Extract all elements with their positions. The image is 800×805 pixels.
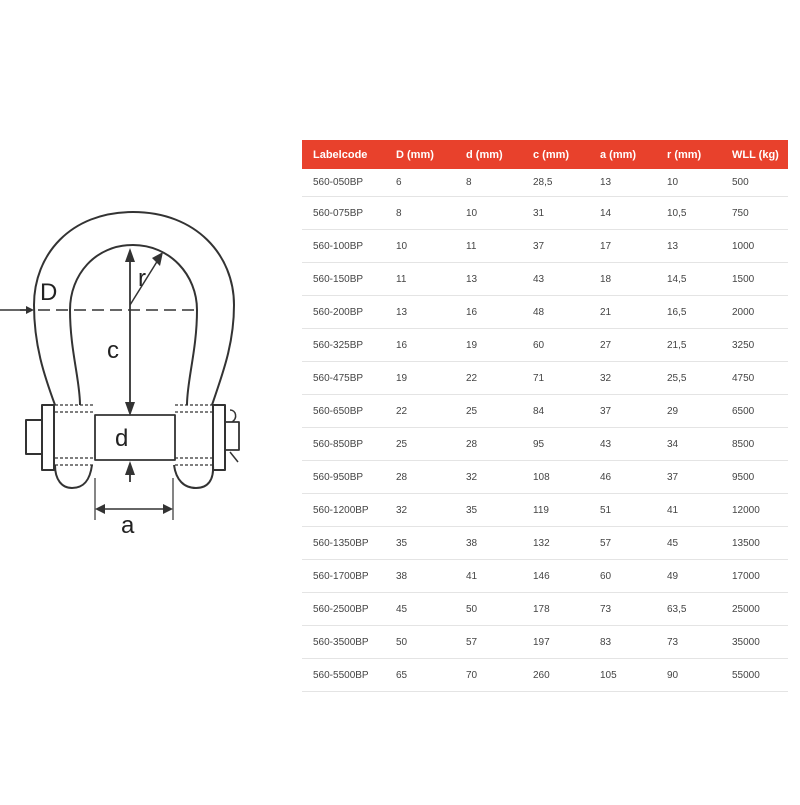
spec-table-header xyxy=(302,140,788,169)
cell-c: 84 xyxy=(522,395,589,428)
label-r: r xyxy=(138,265,146,292)
cell-c: 260 xyxy=(522,659,589,692)
table-row xyxy=(302,461,788,494)
cell-r: 16,5 xyxy=(656,296,721,329)
shackle-lug-left xyxy=(55,465,92,488)
cell-D: 35 xyxy=(385,527,455,560)
cell-D: 28 xyxy=(385,461,455,494)
dimension-c-arrowhead-bottom xyxy=(125,402,135,416)
cell-d: 38 xyxy=(455,527,522,560)
cell-labelcode: 560-950BP xyxy=(302,461,385,494)
cell-D: 25 xyxy=(385,428,455,461)
cell-wll: 55000 xyxy=(721,659,788,692)
dimension-r-arrowhead xyxy=(152,252,163,266)
cell-wll: 8500 xyxy=(721,428,788,461)
cell-d: 70 xyxy=(455,659,522,692)
cell-labelcode: 560-1350BP xyxy=(302,527,385,560)
cell-a: 43 xyxy=(589,428,656,461)
table-row xyxy=(302,593,788,626)
table-row xyxy=(302,263,788,296)
header-labelcode: Labelcode xyxy=(302,140,385,169)
table-row xyxy=(302,329,788,362)
cell-wll: 2000 xyxy=(721,296,788,329)
cell-c: 71 xyxy=(522,362,589,395)
cell-D: 22 xyxy=(385,395,455,428)
cell-labelcode: 560-2500BP xyxy=(302,593,385,626)
cell-D: 50 xyxy=(385,626,455,659)
cell-a: 57 xyxy=(589,527,656,560)
cell-labelcode: 560-325BP xyxy=(302,329,385,362)
cell-c: 48 xyxy=(522,296,589,329)
header-wll: WLL (kg) xyxy=(721,140,788,169)
cell-c: 28,5 xyxy=(522,169,589,197)
cell-wll: 750 xyxy=(721,197,788,230)
cell-a: 73 xyxy=(589,593,656,626)
label-c: c xyxy=(107,337,119,364)
cell-d: 22 xyxy=(455,362,522,395)
cell-a: 32 xyxy=(589,362,656,395)
cell-wll: 13500 xyxy=(721,527,788,560)
cell-d: 16 xyxy=(455,296,522,329)
cell-wll: 500 xyxy=(721,169,788,197)
table-row xyxy=(302,659,788,692)
cell-r: 10,5 xyxy=(656,197,721,230)
dimension-c-arrowhead-top xyxy=(125,248,135,262)
cell-D: 38 xyxy=(385,560,455,593)
cell-labelcode: 560-100BP xyxy=(302,230,385,263)
pin-nut-head xyxy=(42,405,54,470)
cell-r: 49 xyxy=(656,560,721,593)
cell-a: 60 xyxy=(589,560,656,593)
header-d: d (mm) xyxy=(455,140,522,169)
table-row xyxy=(302,230,788,263)
cell-r: 41 xyxy=(656,494,721,527)
cell-labelcode: 560-075BP xyxy=(302,197,385,230)
cell-r: 34 xyxy=(656,428,721,461)
cell-wll: 25000 xyxy=(721,593,788,626)
cell-wll: 1500 xyxy=(721,263,788,296)
shackle-lug-right xyxy=(174,465,213,488)
cell-wll: 17000 xyxy=(721,560,788,593)
header-r: r (mm) xyxy=(656,140,721,169)
cell-r: 21,5 xyxy=(656,329,721,362)
cell-r: 10 xyxy=(656,169,721,197)
label-D: D xyxy=(40,279,58,306)
cell-labelcode: 560-650BP xyxy=(302,395,385,428)
cell-d: 10 xyxy=(455,197,522,230)
cell-d: 35 xyxy=(455,494,522,527)
table-row xyxy=(302,428,788,461)
cell-D: 10 xyxy=(385,230,455,263)
cell-r: 13 xyxy=(656,230,721,263)
cell-wll: 6500 xyxy=(721,395,788,428)
cell-r: 14,5 xyxy=(656,263,721,296)
cell-labelcode: 560-050BP xyxy=(302,169,385,197)
dimension-a-arrowhead-left xyxy=(95,504,105,514)
cell-labelcode: 560-3500BP xyxy=(302,626,385,659)
cell-D: 8 xyxy=(385,197,455,230)
cell-c: 43 xyxy=(522,263,589,296)
cell-wll: 1000 xyxy=(721,230,788,263)
label-d: d xyxy=(115,425,129,452)
cell-a: 37 xyxy=(589,395,656,428)
cotter-pin-tail xyxy=(230,452,238,462)
header-row xyxy=(302,140,788,169)
cell-labelcode: 560-200BP xyxy=(302,296,385,329)
pin-nut-cap xyxy=(26,420,42,454)
cell-c: 178 xyxy=(522,593,589,626)
cell-a: 21 xyxy=(589,296,656,329)
pin-nut-right xyxy=(213,405,225,470)
cell-c: 132 xyxy=(522,527,589,560)
cell-labelcode: 560-1700BP xyxy=(302,560,385,593)
cell-d: 32 xyxy=(455,461,522,494)
table-row xyxy=(302,362,788,395)
cell-c: 197 xyxy=(522,626,589,659)
cell-c: 119 xyxy=(522,494,589,527)
dimension-a-arrowhead-right xyxy=(163,504,173,514)
cell-wll: 3250 xyxy=(721,329,788,362)
cell-a: 27 xyxy=(589,329,656,362)
cell-a: 13 xyxy=(589,169,656,197)
cell-d: 50 xyxy=(455,593,522,626)
header-a: a (mm) xyxy=(589,140,656,169)
cell-D: 45 xyxy=(385,593,455,626)
cell-r: 90 xyxy=(656,659,721,692)
cell-r: 45 xyxy=(656,527,721,560)
cell-wll: 12000 xyxy=(721,494,788,527)
table-row xyxy=(302,197,788,230)
shackle-bow-outer xyxy=(34,212,234,405)
cell-D: 16 xyxy=(385,329,455,362)
table-row xyxy=(302,296,788,329)
cell-c: 146 xyxy=(522,560,589,593)
cell-d: 41 xyxy=(455,560,522,593)
cell-r: 29 xyxy=(656,395,721,428)
cell-D: 6 xyxy=(385,169,455,197)
shackle-diagram xyxy=(0,0,300,800)
cell-c: 108 xyxy=(522,461,589,494)
shackle-drawing xyxy=(0,0,300,800)
cell-d: 11 xyxy=(455,230,522,263)
cell-labelcode: 560-475BP xyxy=(302,362,385,395)
dimension-D-arrowhead xyxy=(26,306,34,314)
cell-r: 37 xyxy=(656,461,721,494)
table-row xyxy=(302,527,788,560)
cell-a: 18 xyxy=(589,263,656,296)
cotter-pin xyxy=(225,422,239,450)
cell-D: 11 xyxy=(385,263,455,296)
cell-a: 14 xyxy=(589,197,656,230)
table-row xyxy=(302,169,788,197)
cell-c: 60 xyxy=(522,329,589,362)
pin-body xyxy=(95,415,175,460)
cell-labelcode: 560-850BP xyxy=(302,428,385,461)
spec-table xyxy=(302,140,788,692)
cell-a: 46 xyxy=(589,461,656,494)
cell-D: 65 xyxy=(385,659,455,692)
cotter-pin-ring xyxy=(230,410,236,422)
cell-labelcode: 560-150BP xyxy=(302,263,385,296)
cell-D: 13 xyxy=(385,296,455,329)
label-a: a xyxy=(121,512,135,539)
cell-D: 32 xyxy=(385,494,455,527)
cell-d: 13 xyxy=(455,263,522,296)
table-row xyxy=(302,560,788,593)
cell-r: 73 xyxy=(656,626,721,659)
cell-d: 57 xyxy=(455,626,522,659)
cell-r: 63,5 xyxy=(656,593,721,626)
cell-labelcode: 560-1200BP xyxy=(302,494,385,527)
cell-d: 8 xyxy=(455,169,522,197)
header-D: D (mm) xyxy=(385,140,455,169)
cell-d: 25 xyxy=(455,395,522,428)
header-c: c (mm) xyxy=(522,140,589,169)
cell-labelcode: 560-5500BP xyxy=(302,659,385,692)
cell-wll: 4750 xyxy=(721,362,788,395)
cell-wll: 9500 xyxy=(721,461,788,494)
table-row xyxy=(302,626,788,659)
cell-c: 37 xyxy=(522,230,589,263)
table-row xyxy=(302,494,788,527)
shackle-bow-inner xyxy=(70,245,197,405)
cell-a: 105 xyxy=(589,659,656,692)
cell-a: 51 xyxy=(589,494,656,527)
cell-d: 19 xyxy=(455,329,522,362)
cell-r: 25,5 xyxy=(656,362,721,395)
spec-table-body xyxy=(302,169,788,692)
cell-D: 19 xyxy=(385,362,455,395)
table-row xyxy=(302,395,788,428)
cell-c: 31 xyxy=(522,197,589,230)
cell-a: 83 xyxy=(589,626,656,659)
cell-d: 28 xyxy=(455,428,522,461)
cell-wll: 35000 xyxy=(721,626,788,659)
cell-c: 95 xyxy=(522,428,589,461)
cell-a: 17 xyxy=(589,230,656,263)
